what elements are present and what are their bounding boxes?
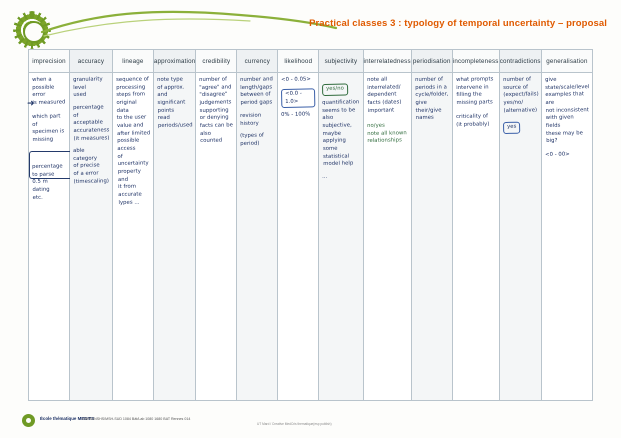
page-title: Practical classes 3 : typology of temporal uncertainty – proposal (309, 18, 607, 29)
handwritten-note: ... (322, 173, 328, 180)
column-body (113, 73, 153, 400)
table-column-periodisation (412, 50, 453, 400)
column-header: accuracy (70, 50, 112, 73)
table-column-incompleteness (453, 50, 500, 400)
green-swoosh-icon (40, 6, 340, 40)
footer-address: CNRS/INSHS/MSH-SUD 1084 Bât/Lab 1080 1680 BAT Rennes 014 (82, 416, 191, 421)
footer-institution: École thématique MEDITS (40, 416, 95, 421)
column-header: subjectivity (319, 50, 362, 73)
page-footer (22, 414, 607, 430)
handwritten-note: (types of period) (240, 132, 265, 147)
column-body (70, 73, 112, 400)
handwritten-note: note all interrelated/ dependent facts (dates) important (366, 76, 402, 114)
handwritten-note: granularity level used (72, 76, 103, 99)
column-header: credibility (196, 50, 236, 73)
handwritten-note: <0 - 00> (544, 151, 570, 159)
handwritten-note-boxed: yes (503, 122, 521, 134)
column-header: approximation (154, 50, 195, 73)
column-body (542, 73, 592, 400)
typology-table (28, 49, 593, 401)
column-header: contradictions (500, 50, 541, 73)
handwritten-note: number of periods in a cycle/folder, give their/give names (414, 76, 449, 122)
footer-note: UT Mard / Creative MedCris thematique(esp publish) (257, 422, 332, 426)
column-header: lineage (113, 50, 153, 73)
handwritten-note: criticality of (it probably) (455, 113, 490, 128)
handwritten-note: 0% - 100% (281, 111, 311, 119)
handwritten-note: when a possible error is measured (32, 76, 66, 107)
column-header: currency (237, 50, 277, 73)
column-body (237, 73, 277, 400)
handwritten-note: note type of approx. and significant points read periods/used (156, 76, 193, 130)
handwritten-note: revision history (240, 112, 262, 127)
handwritten-note: number and length/gaps between of period gaps (240, 76, 274, 107)
column-body (29, 73, 69, 400)
table-column-accuracy (70, 50, 113, 400)
column-body (500, 73, 541, 400)
table-column-currency (237, 50, 278, 400)
column-body (412, 73, 452, 400)
handwritten-note: which part of specimen is missing (32, 113, 65, 143)
column-body (196, 73, 236, 400)
column-header: imprecision (29, 50, 69, 73)
handwritten-note: number of "agree" and "disagree" judgements supporting or denying facts can be also counted (199, 76, 234, 145)
table-column-approximation (154, 50, 196, 400)
handwritten-note: give state/scale/level examples that are not inconsistent with given fields these may be big? (544, 76, 590, 145)
column-header: interrelatedness (364, 50, 411, 73)
table-column-imprecision (29, 50, 70, 400)
column-header: generalisation (542, 50, 592, 73)
column-header: likelihood (278, 50, 318, 73)
table-column-lineage (113, 50, 154, 400)
handwritten-note-boxed: yes/no (322, 84, 348, 96)
handwritten-note: percentage of acceptable accurateness (it measures) (72, 104, 110, 142)
column-body (453, 73, 499, 400)
column-body (278, 73, 318, 400)
table-column-interrelatedness (364, 50, 412, 400)
table-column-contradictions (500, 50, 542, 400)
handwritten-note: <0 - 0.05> (281, 76, 312, 83)
table-column-credibility (196, 50, 237, 400)
handwritten-note-boxed: <0.0 - 1.0> (281, 88, 315, 108)
handwritten-note: sequence of processing steps from original data to the user value and after limited possible access of uncertainty property and it from accurate lypes ... (115, 76, 151, 206)
column-header: incompleteness (453, 50, 499, 73)
column-body (319, 73, 362, 400)
column-header: periodisation (412, 50, 452, 73)
column-body (154, 73, 195, 400)
arrow-icon: ➜ (27, 99, 35, 109)
handwritten-note: percentage to parse 0.5 m dating etc. (32, 163, 63, 202)
column-body (364, 73, 411, 400)
table-column-likelihood (278, 50, 319, 400)
handwritten-note: number of source of (expect/fails) yes/no/ (alternative) (502, 76, 539, 114)
table-column-generalisation (542, 50, 593, 400)
table-column-subjectivity (319, 50, 363, 400)
handwritten-note: what prompts intervene in filling the missing parts (455, 76, 494, 107)
handwritten-note: quantification seems to be also subjective, maybe applying some statistical model help (322, 98, 360, 168)
footer-logo-icon (22, 414, 35, 427)
handwritten-note: no/yes note all known relationships (366, 123, 407, 145)
handwritten-note: able category of precise of a error (timescaling) (72, 148, 110, 186)
